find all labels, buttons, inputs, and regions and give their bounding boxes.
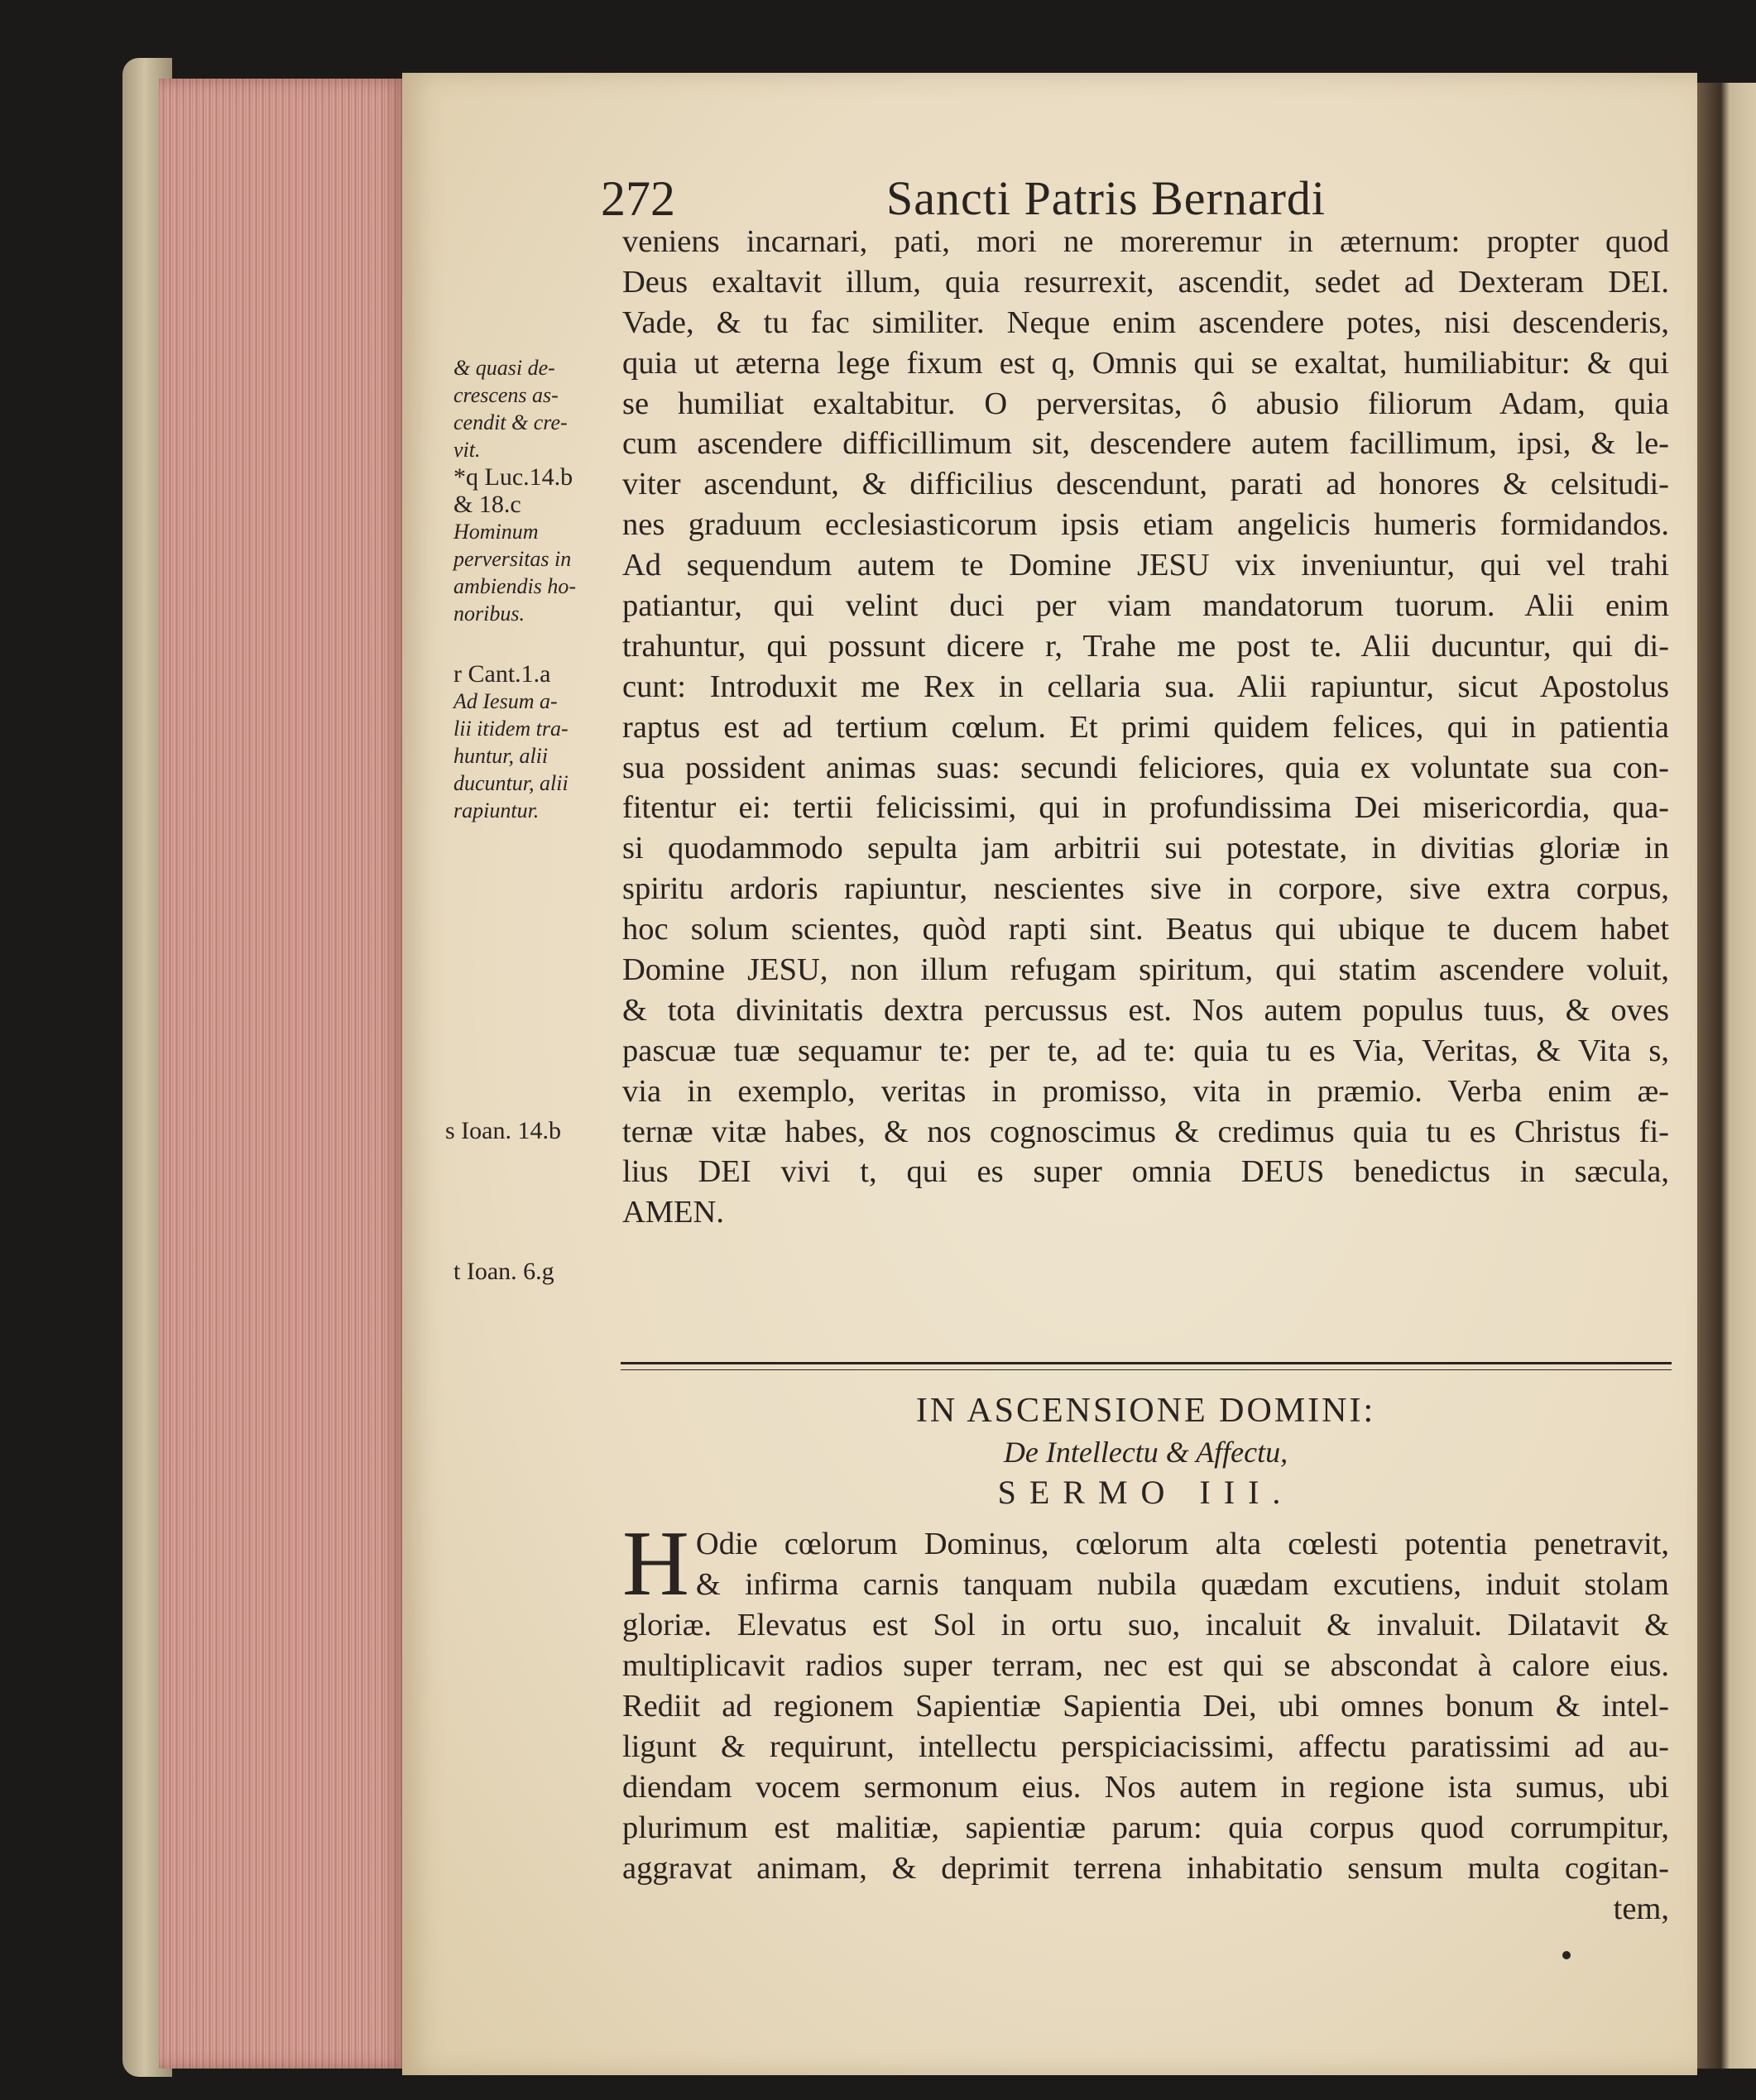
sermon-title: IN ASCENSIONE DOMINI: — [915, 1392, 1376, 1430]
margin-note: lii itidem tra- — [453, 717, 569, 741]
sermon-subtitle: De Intellectu & Affectu, — [1003, 1436, 1288, 1469]
text-line: cunt: Introduxit me Rex in cellaria sua. Alii rapiuntur, sicut Apostolus — [622, 669, 1669, 704]
text-line: & infirma carnis tanquam nubila quædam excutiens, induit stolam — [695, 1567, 1669, 1602]
text-line: fitentur ei: tertii felicissimi, qui in profundissima Dei misericordia, qua- — [622, 790, 1669, 826]
sermon-continuation-text — [622, 222, 1669, 1233]
margin-note: huntur, alii — [453, 744, 549, 768]
text-line: ternæ vitæ habes, & nos cognoscimus & credimus quia tu es Christus fi- — [622, 1114, 1669, 1149]
text-line: cum ascendere difficillimum sit, descendere autem facillimum, ipsi, & le- — [622, 426, 1669, 462]
text-line: trahuntur, qui possunt dicere r, Trahe me post te. Alii ducuntur, qui di- — [622, 628, 1669, 664]
book-page — [402, 73, 1697, 2075]
text-line: gloriæ. Elevatus est Sol in ortu suo, incaluit & invaluit. Dilatavit & — [622, 1608, 1669, 1642]
margin-reference: & 18.c — [453, 491, 521, 518]
facing-page-edge — [1697, 83, 1756, 2069]
drop-capital: H — [622, 1513, 689, 1615]
margin-note: vit. — [453, 438, 481, 462]
text-line: multiplicavit radios super terram, nec est qui se abscondat à calore eius. — [622, 1648, 1669, 1683]
text-line: Vade, & tu fac similiter. Neque enim ascendere potes, nisi descenderis, — [622, 304, 1669, 340]
margin-note: noribus. — [453, 602, 525, 626]
margin-note: rapiuntur. — [453, 798, 540, 822]
margin-notes — [453, 354, 619, 824]
text-line: quia ut æterna lege fixum est q, Omnis qui se exaltat, humiliabitur: & qui — [622, 345, 1669, 381]
margin-spacer — [453, 627, 619, 660]
text-line: & tota divinitatis dextra percussus est. Nos autem populus tuus, & oves — [622, 992, 1669, 1028]
text-line: sua possident animas suas: secundi feliciores, quia ex voluntate sua con- — [622, 750, 1669, 785]
text-line: Rediit ad regionem Sapientiæ Sapientia Dei, ubi omnes bonum & intel- — [622, 1689, 1669, 1724]
margin-note: crescens as- — [453, 383, 559, 407]
text-line: hoc solum scientes, quòd rapti sint. Beatus qui ubique te ducem habet — [622, 912, 1669, 947]
text-line: patiantur, qui velint duci per viam mandatorum tuorum. Alii enim — [622, 588, 1669, 624]
margin-note: & quasi de- — [453, 356, 555, 380]
text-line: AMEN. — [622, 1195, 724, 1230]
text-line: Ad sequendum autem te Domine JESU vix inveniuntur, qui vel trahi — [622, 548, 1669, 583]
margin-reference: r Cant.1.a — [453, 660, 551, 688]
text-line: aggravat animam, & deprimit terrena inhabitatio sensum multa cogitan- — [622, 1851, 1669, 1886]
catchword: tem, — [1613, 1891, 1669, 1926]
text-line: si quodammodo sepulta jam arbitrii sui potestate, in divitias gloriæ in — [622, 831, 1669, 866]
page-block-edges — [159, 79, 407, 2069]
margin-reference: *q Luc.14.b — [453, 463, 573, 491]
running-title: Sancti Patris Bernardi — [886, 171, 1327, 225]
text-line: ligunt & requirunt, intellectu perspiciacissimi, affectu paratissimi ad au- — [622, 1729, 1669, 1764]
section-divider-rule — [621, 1362, 1672, 1370]
text-line: spiritu ardoris rapiuntur, nescientes sive in corpore, sive extra corpus, — [622, 871, 1669, 907]
text-line: Domine JESU, non illum refugam spiritum, qui statim ascendere voluit, — [622, 952, 1669, 988]
text-line: plurimum est malitiæ, sapientiæ parum: quia corpus quod corrumpitur, — [622, 1810, 1669, 1845]
margin-reference-t: t Ioan. 6.g — [453, 1258, 554, 1285]
text-line: diendam vocem sermonum eius. Nos autem in regione ista sumus, ubi — [622, 1770, 1669, 1805]
margin-note: Ad Iesum a- — [453, 689, 558, 713]
margin-reference-s: s Ioan. 14.b — [445, 1117, 561, 1144]
text-line: veniens incarnari, pati, mori ne moreremur in æternum: propter quod — [622, 224, 1669, 259]
text-line: via in exemplo, veritas in promisso, vita in præmio. Verba enim æ- — [622, 1073, 1669, 1109]
text-line: Deus exaltavit illum, quia resurrexit, ascendit, sedet ad Dexteram DEI. — [622, 264, 1669, 300]
text-line: nes graduum ecclesiasticorum ipsis etiam angelicis humeris formidandos. — [622, 507, 1669, 543]
margin-note: ducuntur, alii — [453, 771, 569, 795]
page-text-block — [402, 73, 1697, 2075]
ink-spot — [1562, 1951, 1571, 1959]
margin-note: Hominum — [453, 520, 539, 544]
page-number: 272 — [601, 171, 675, 226]
margin-note: perversitas in — [453, 547, 572, 571]
text-line: se humiliat exaltabitur. O perversitas, ô abusio filiorum Adam, quia — [622, 386, 1669, 421]
margin-note: cendit & cre- — [453, 410, 568, 434]
sermon-label: SERMO III. — [997, 1474, 1294, 1511]
text-line: lius DEI vivi t, qui es super omnia DEUS benedictus in sæcula, — [622, 1154, 1669, 1190]
margin-note: ambiendis ho- — [453, 574, 577, 598]
text-line: pascuæ tuæ sequamur te: per te, ad te: quia tu es Via, Veritas, & Vita s, — [622, 1033, 1669, 1068]
sermon-heading — [622, 1388, 1669, 1514]
sermon-body — [622, 1513, 1669, 1930]
text-line: viter ascendunt, & difficilius descendunt, parati ad honores & celsitudi- — [622, 467, 1669, 502]
text-line: raptus est ad tertium cœlum. Et primi quidem felices, qui in patientia — [622, 709, 1669, 745]
text-line: Odie cœlorum Dominus, cœlorum alta cœlesti potentia penetravit, — [695, 1527, 1669, 1561]
